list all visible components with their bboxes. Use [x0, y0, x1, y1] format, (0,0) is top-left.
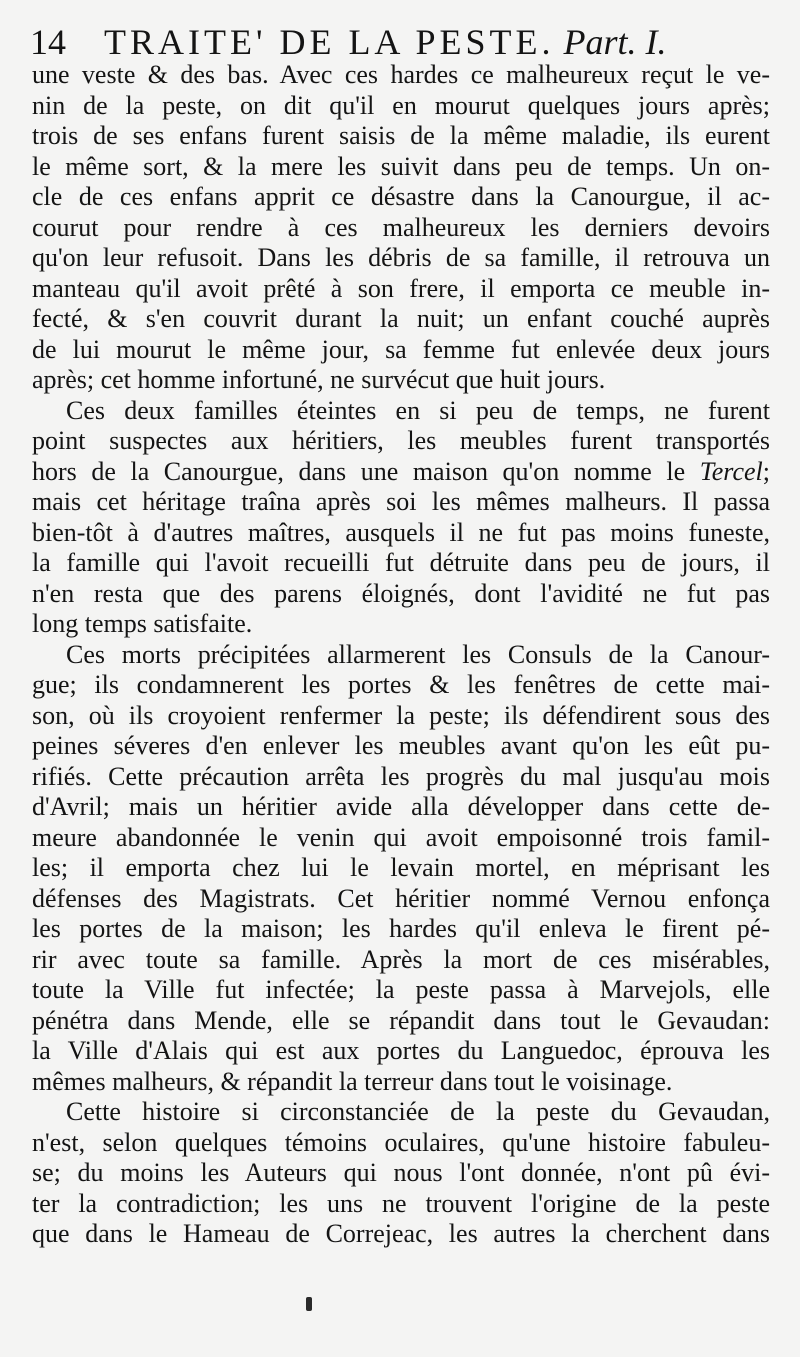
text-line: Ces deux familles éteintes en si peu de temps, ne furent	[66, 395, 770, 425]
text-line: trois de ses enfans furent saisis de la même maladie, ils eurent	[32, 121, 770, 150]
text-line: point suspectes aux héritiers, les meubles furent transportés	[32, 426, 770, 455]
italic-name: Tercel	[699, 456, 763, 486]
text-line: que dans le Hameau de Correjeac, les autres la cherchent dans	[32, 1219, 770, 1248]
text-line: se; du moins les Auteurs qui nous l'ont donnée, n'ont pû évi-	[32, 1158, 770, 1187]
text-line: meure abandonnée le venin qui avoit empoisonné trois famil-	[32, 822, 770, 852]
page-number: 14	[30, 22, 66, 62]
text-line: bien-tôt à d'autres maîtres, ausquels il ne fut pas moins funeste,	[32, 517, 770, 547]
text-line: n'est, selon quelques témoins oculaires, qu'une histoire fabuleu-	[32, 1127, 770, 1157]
text-line: cle de ces enfans apprit ce désastre dans la Canourgue, il ac-	[32, 182, 770, 211]
page-header	[30, 20, 670, 64]
text-line: manteau qu'il avoit prêté à son frere, il emporta ce meuble in-	[32, 273, 770, 303]
text-line: Cette histoire si circonstanciée de la peste du Gevaudan,	[66, 1097, 770, 1126]
text-line: de lui mourut le même jour, sa femme fut enlevée deux jours	[32, 334, 770, 364]
text-line: qu'on leur refusoit. Dans les débris de sa famille, il retrouva un	[32, 243, 770, 272]
paragraph-4	[32, 1097, 770, 1250]
text-line: long temps satisfaite.	[32, 609, 253, 638]
text-line: la famille qui l'avoit recueilli fut détruite dans peu de jours, il	[32, 548, 770, 577]
text-line: le même sort, & la mere les suivit dans peu de temps. Un on-	[32, 151, 770, 181]
body-text	[32, 60, 770, 1250]
text-line: fecté, & s'en couvrit durant la nuit; un enfant couché auprès	[32, 304, 770, 333]
text-line: les portes de la maison; les hardes qu'il enleva le firent pé-	[32, 914, 770, 943]
text-line: la Ville d'Alais qui est aux portes du Languedoc, éprouva les	[32, 1036, 770, 1065]
text-line: une veste & des bas. Avec ces hardes ce malheureux reçut le ve-	[32, 60, 770, 89]
text-line: nin de la peste, on dit qu'il en mourut quelques jours après;	[32, 90, 770, 120]
text-line: d'Avril; mais un héritier avide alla développer dans cette de-	[32, 792, 770, 821]
ink-mark	[306, 1297, 312, 1311]
text-line: hors de la Canourgue, dans une maison qu'on nomme le Tercel;	[32, 456, 770, 486]
text-line: Ces morts précipitées allarmerent les Consuls de la Canour-	[66, 639, 770, 669]
text-line: les; il emporta chez lui le levain mortel, en méprisant les	[32, 853, 770, 882]
text-line: mêmes malheurs, & répandit la terreur dans tout le voisinage.	[32, 1066, 673, 1096]
text-line: mais cet héritage traîna après soi les mêmes malheurs. Il passa	[32, 487, 770, 516]
text-line: rir avec toute sa famille. Après la mort de ces misérables,	[32, 944, 770, 974]
paragraph-2	[32, 396, 770, 640]
text-line: peines séveres d'en enlever les meubles avant qu'on les eût pu-	[32, 731, 770, 760]
text-line: courut pour rendre à ces malheureux les derniers devoirs	[32, 212, 770, 242]
text-line: son, où ils croyoient renfermer la peste; ils défendirent sous des	[32, 700, 770, 730]
part-label: Part. I.	[563, 22, 667, 62]
text-line: ter la contradiction; les uns ne trouvent l'origine de la peste	[32, 1188, 770, 1218]
text-line: n'en resta que des parens éloignés, dont l'avidité ne fut pas	[32, 578, 770, 608]
paragraph-1	[32, 60, 770, 396]
running-title: TRAITE' DE LA PESTE.	[104, 22, 555, 62]
text-line: pénétra dans Mende, elle se répandit dans tout le Gevaudan:	[32, 1005, 770, 1035]
text-line: rifiés. Cette précaution arrêta les progrès du mal jusqu'au mois	[32, 761, 770, 791]
text-line: après; cet homme infortuné, ne survécut que huit jours.	[32, 365, 606, 394]
paragraph-3	[32, 640, 770, 1098]
text-line: toute la Ville fut infectée; la peste passa à Marvejols, elle	[32, 975, 770, 1004]
text-line: gue; ils condamnerent les portes & les fenêtres de cette mai-	[32, 670, 770, 699]
text-line: défenses des Magistrats. Cet héritier nommé Vernou enfonça	[32, 883, 770, 913]
